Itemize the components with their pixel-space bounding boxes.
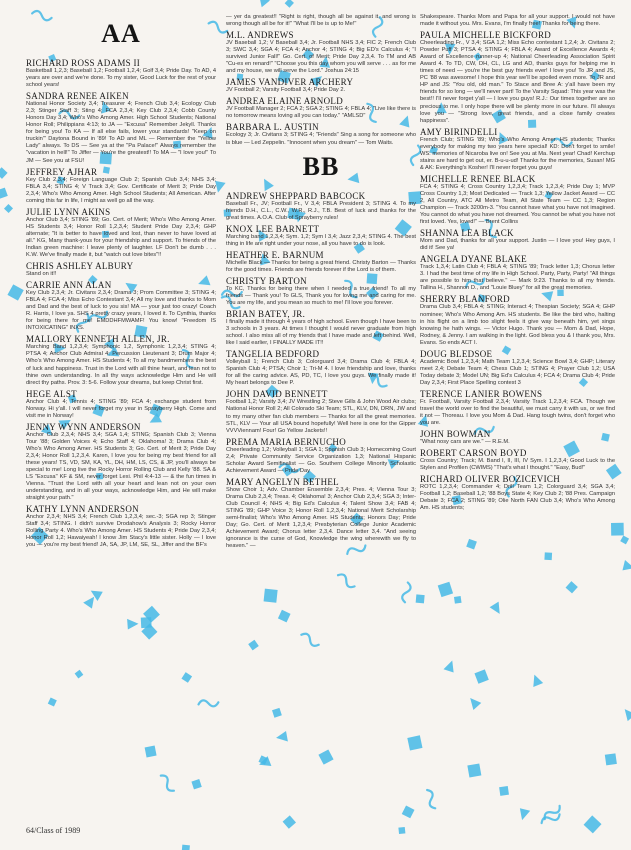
senior-name: SHANNA LEA BLACK [420, 228, 514, 239]
confetti-piece [544, 552, 552, 560]
senior-name: JAMES VANDIVER ARCHERY [226, 77, 354, 88]
confetti-piece [442, 660, 458, 676]
senior-activities: Stand on it!! [26, 271, 57, 278]
confetti-piece [618, 558, 631, 574]
senior-entry [226, 30, 416, 75]
senior-activities: Drama Club 3,4; FBLA 4; STING; Interact 4; Thespian Society; SGA 4; GHP nominee; Who's Who Among Am. HS students. Be like the bird who, halting in his flight on a limb too slight feels it give way beneath him, yet sings knowing he hath wings. — Victor Hugo. Thank you — Mom & Dad, Hope, Rodney, & Jenny. I am walking in the light. God bless you & I thank you, Mrs. Evans. So ends ACT I. [420, 304, 615, 346]
senior-entry [26, 389, 216, 420]
senior-activities: Key Club 2,3,4; Foreign Language Club 2; Spanish Club 3,4; NHS 3,4; FBLA 3,4; STING 4; V Track 3,4; Gov. Certificate of Merit 3; Pride Day 2,3,4; Who's Who Among Amer. High School Students; All American. After coming this far in life, I might as well go all the way. [26, 176, 216, 204]
senior-activities: Mom and Dad, thanks for all your support. Justin — I love you! Hey guys, I did it! See ya! [420, 238, 615, 252]
senior-entry [420, 474, 615, 512]
senior-activities: Academic Bowl 1,2,3,4; Math Team 1,2,3,4; Science Bowl 3,4; GHP; Literary meet 2,4; Debate Team 4; Chess Club 1; STING 4; Prayer Club 1,2; USA Today debate 3; Model UN; Big Ed's Calculus 4; FCA 4; Drama Club 4; Pride Day 2,3,4; First Place Spelling contest 3 [420, 358, 615, 386]
confetti-piece [283, 815, 296, 828]
confetti-piece [424, 789, 439, 810]
page-footer: 64/Class of 1989 [26, 826, 81, 835]
senior-name: JENNY WYNN ANDERSON [26, 421, 141, 432]
confetti-piece [4, 204, 13, 213]
confetti-piece [407, 735, 422, 750]
senior-activities: Football 1,2; Varsity 3,4; JV Wrestling 2; Steve Gills & John Wood Air clubs; National Honor Roll 2; All Colorado Ski Team; STL, KLV, DN, DRN, JW and to my many other fan club members — Thanks for all the great memories. STL, KLV — Your all USA bound hopefully! Well here is one for the Gipper VVVViennam! Four! Go Yellow Jackets!! [226, 399, 416, 434]
confetti-piece [625, 709, 631, 721]
confetti-piece [620, 536, 629, 545]
column-3 [420, 14, 615, 514]
confetti-piece [0, 188, 8, 199]
senior-entry [226, 276, 416, 307]
column-1 [26, 14, 216, 551]
senior-entry [420, 448, 615, 472]
confetti-piece [198, 699, 219, 708]
senior-activities: Cheerleading 1,2; Volleyball 1; SGA 1; Spanish Club 3; Homecoming Court 2,4; Private Community Service Organization 1,3; National Hispanic Scholar Award Semifinalist — Go. Southern College Minority Scholastic Achievement Award — Pride Day [226, 446, 416, 474]
senior-entry [226, 96, 416, 120]
confetti-piece [191, 779, 201, 789]
confetti-piece [7, 284, 23, 300]
senior-name: BRIAN BATEY, JR. [226, 309, 306, 320]
senior-activities: Key Club 2,3,4; Jr. Civitans 2,3,4; Drama 3; Prom Committee 3; STING 4; FBLA 4; FCA 4; Miss Echo Contestant 3,4; All my love and thanks to Mom and Dad and the best of luck to you sis! MA — your just too crazy! Coach R. Harris, I love ya. SHS 4 pretty crazy years, I loved it. To Cynthia, thanks for being there for me! EMDDHFMWAMF! You know! "Freedom IS INTOXICATING" INXS. [26, 290, 216, 332]
confetti-piece [584, 815, 602, 833]
confetti-piece [474, 669, 488, 683]
senior-name: JOHN DAVID BENNETT [226, 389, 328, 400]
senior-name: SANDRA RENEE AIKEN [26, 91, 129, 102]
senior-activities: Baseball Fr., JV; Football Fr., V 3,4; FBLA President 3; STING 4. To my friends D.H., C.L., C.W., W.R., R.J., T.B. Best of luck and thanks for the great times. A.O.A. Club of Sprayberry rules! [226, 200, 416, 221]
senior-entry [26, 58, 216, 89]
senior-entry [420, 228, 615, 252]
confetti-piece [182, 845, 190, 850]
confetti-piece [82, 597, 96, 611]
senior-activities: JV Football Manager 2; FCA 2; SGA 2; STING 4; FBLA 4; "Live like there is no tomorrow means loving all you can today." "AMLSD" [226, 106, 416, 120]
senior-activities: JV Football 2; Varsity Football 3,4; Pride Day 2. [226, 87, 346, 94]
senior-activities: JV Baseball 1,2; V Baseball 3,4; Jr. Football NHS 3,4; FIC 2; French Club 3; SWC 3,4; SGA 4; FCA 4; Anchor 4; STING 4; Big ED's Calculus 4; "I survived Junior Fall!" Go. Cert. of Merit; Pride Day 2,3,4. To TM and AB "Cu-es en renard!" "Choose you this day whom you will serve . . . as for me and my house, we will serve the Lord." Joshua 24:15 [226, 40, 416, 75]
confetti-piece [300, 632, 321, 648]
senior-entry [226, 437, 416, 475]
senior-name: M.L. ANDREWS [226, 30, 294, 41]
senior-activities: Marching band 1,2,3,4; Sym. 1,2; Sym I 3,4; Jazz 2,3,4; STING 4. The best thing in life are right under your nose, all you have to do is look. [226, 233, 416, 247]
entries-column-3 [420, 14, 615, 512]
senior-entry [226, 14, 416, 28]
confetti-piece [416, 594, 425, 603]
confetti-piece [466, 539, 477, 550]
senior-activities: French Club; STING '89; Who's Who Among Amer. HS students; Thanks everybody for making my two years here special! KD: Don't forget to smile! WS: memories of Nicaroba live on! See you at Ma. Next year! Chad! Kerchup stains are hard to get out, er. B-u-u-ud! Thanks for the memories, Susan! MG & AK: Everything's Kosher! I'll never forget you guys! [420, 136, 615, 171]
senior-name: DOUG BLEDSOE [420, 348, 493, 359]
confetti-piece [516, 804, 532, 820]
confetti-piece [181, 672, 192, 683]
senior-activities: Fr. Football, Varsity Football 2,3,4; Varsity Track 1,2,3,4; FCA. Though we travel the world over to find the beautiful, we must carry it with us, or we find it not — Thoreau. I love you Mom & Dad. Hang tough twins, don't forget who you are. [420, 398, 615, 427]
senior-activities: Cross Country; Track; M. Band I, II, III, IV Sym. I 1,2,3,4; Good Luck to the Stylen and Profilen (CWIMS) "That's what I thought." "Easy, Bud!" [420, 458, 615, 472]
senior-activities: Michelle Black — Thanks for being a great friend. Christy Barton — Thanks for the good times. Friends are friends forever if the Lord is of them. [226, 259, 416, 273]
confetti-piece [566, 581, 578, 593]
senior-name: ANDREW SHEPPARD BABCOCK [226, 190, 366, 201]
confetti-piece [48, 697, 57, 706]
senior-name: JOHN BOWMAN [420, 429, 491, 440]
senior-entry [420, 254, 615, 292]
senior-entry [420, 429, 615, 446]
senior-activities: Volleyball 1; French Club 3; Colorguard 3,4; Drama Club 4; FBLA 4; Spanish Club 4; PTSA; Choir 1; Tri-M 4. I love friendship and love, thanks for all the caring advice. AS, PD, TC, I love you guys. We finally made it! My heart belongs to Dee P. [226, 359, 416, 387]
senior-activities: — yer da greatest!! "Right is right, though all be against it, and wrong is wrong though all be for it!" "What I'll be is up to Me!" [226, 14, 416, 28]
senior-name: RICHARD OLIVER BOZICEVICH [420, 474, 560, 485]
senior-name: MICHELLE RENEE BLACK [420, 173, 536, 184]
senior-name: HEATHER E. BARNUM [226, 249, 324, 260]
confetti-piece [276, 728, 292, 744]
confetti-piece [285, 0, 294, 8]
senior-entry [420, 30, 615, 125]
senior-activities: I finally made it through 4 years of high school. Even though I have been to 3 schools in 3 years. At times I thought I would never graduate from high school. I also miss all of my friends that I have made and left behind. Well, like I said earlier, I FINALLY MADE IT!! [226, 319, 416, 347]
senior-activities: "What nosy cars are we." — R.E.M. [420, 439, 510, 446]
confetti-piece [145, 746, 157, 758]
senior-name: BARBARA L. AUSTIN [226, 122, 319, 133]
senior-name: ROBERT CARSON BOYD [420, 448, 527, 459]
senior-name: CHRIS ASHLEY ALBURY [26, 261, 134, 272]
column-2 [226, 14, 416, 552]
senior-entry [26, 422, 216, 502]
confetti-piece [264, 589, 278, 603]
senior-name: CHRISTY BARTON [226, 275, 307, 286]
senior-activities: Ecology 3; Jr. Civitans 3; STING 4; "Friends" Sing a song for someone who is blue — Led Zeppelin. "Innocent when you dream" — Tom Waits. [226, 132, 416, 146]
confetti-piece [122, 617, 138, 633]
confetti-piece [454, 596, 462, 604]
confetti-piece [259, 0, 270, 7]
confetti-piece [467, 763, 481, 777]
senior-name: CARRIE ANN ALAN [26, 280, 112, 291]
confetti-piece [438, 582, 453, 597]
senior-name: HEGE ALST [26, 388, 77, 399]
senior-name: TANGELIA BEDFORD [226, 349, 320, 360]
senior-activities: Anchor 2,3,4; NHS 3,4; French Club 1,2,3,4; sec.-3; SGA rep 3; Stinger Staff 3,4; STING. I didn't survive Drodahow's Analysis 3; Rocky Horror Rolling Party 4. Who's Who Among Amer. HS Students 4; Pride Day 2,3,4; Honor Roll 1,2; Hawaiyeah! I know Jim Stacy's little sister. Holly — I love you — you're my best friend! JA, SA, JP, LM, SE, SL, Jiffer and the BF's [26, 514, 216, 549]
senior-entry [226, 349, 416, 387]
section-heading-aa: AA [101, 19, 141, 48]
entries-column-2-top [226, 14, 416, 147]
confetti-piece [336, 572, 356, 589]
senior-activities: Show Choir 1; Adv. Chamber Ensemble 2,3,4; Pres. 4; Vienna Tour 3; Drama Club 2,3,4; Treas. 4; Oklahoma! 3; Anchor Club 2,3,4; SGA 3; Inter-Club Council 4; NHS 4; Big Ed's Calculus 4; Talent Show 3,4; FAB 4; STING '89; GHP Voice 3; Honor Roll 1,2,3,4; National Merit Scholarship semi-finalist; Who's Who Among Amer. HS Students; Honors Day; Pride Day; Go. Cert. of Merit 1,2,3,4; Presbyterian College Junior Academic Achievement Award; Chorus letter 2,3,4. Dance letter 3,4. "And seeing ignorance is the curse of God, Knowledge the wing wherewith we fly to heaven." — [226, 486, 416, 550]
senior-name: ANDREA ELAINE ARNOLD [226, 96, 343, 107]
senior-name: PREMA MARIA BERNUCHO [226, 436, 347, 447]
senior-activities: Anchor Club 4; Tennis 4; STING '89; FCA 4; exchange student from Norway. Hi y'all. I will never forget my year in Sprayberry High. Come and visit me in Norway! [26, 398, 216, 419]
entries-column-2-bottom [226, 191, 416, 551]
senior-name: ANGELA DYANE BLAKE [420, 254, 527, 265]
senior-entry [26, 207, 216, 259]
senior-name: KNOX LEE BARNETT [226, 223, 320, 234]
confetti-piece [499, 786, 509, 796]
senior-name: RICHARD ROSS ADAMS II [26, 58, 141, 68]
senior-name: MARY ANGELYN BETHEL [226, 476, 339, 487]
senior-name: SHERRY BLANFORD [420, 294, 510, 305]
confetti-piece [398, 827, 405, 834]
senior-activities: Marching Band 1,2,3,4; Symphonic 1,2, Symphonic 1,2,3,4; STING 4; PTSA 4; Anchor Club Admiral 4; Percussion Lieutenant 3; Drum Major 4; Who's Who Among Amer. HS Students 4; To all my bandmembers the best of luck and happiness. Trust in the Lord with all thine heart, and lean not to thine own understanding. In all thy ways acknowledge Him and He will direct thy paths. Prov. 3: 5-6. Follow your dreams, but keep Christ first. [26, 344, 216, 386]
senior-entry [26, 334, 216, 386]
senior-entry [26, 167, 216, 205]
senior-entry [226, 389, 416, 434]
senior-name: JULIE LYNN AKINS [26, 206, 111, 217]
senior-entry [226, 77, 416, 94]
confetti-piece [540, 811, 561, 826]
senior-entry [226, 224, 416, 248]
senior-entry [26, 280, 216, 332]
senior-activities: FCA 4; STING 4; Cross Country 1,2,3,4; Track 1,2,3,4; Pride Day 1; MVP Cross Country 1,3; Most Dedicated — Track 1,3; Yellow Jacket Award — CC 2, All Country, ATC All Metro Team, All State Team — CC 1,3; Region Champion — Track 3200m-3. "You cannot have what you have not imagined. You cannot do what you have not dreamed. You cannot be what you have not first loved. Yes, loved!" — Brent Collins [420, 183, 615, 226]
senior-entry [226, 250, 416, 274]
confetti-piece [605, 753, 617, 765]
confetti-piece [272, 708, 282, 718]
senior-entry [420, 127, 615, 172]
confetti-piece [530, 675, 544, 690]
senior-entry [420, 389, 615, 427]
senior-entry [226, 477, 416, 550]
confetti-piece [402, 582, 412, 603]
senior-name: TERENCE LANIER BOWENS [420, 388, 543, 399]
entries-column-1 [26, 58, 216, 549]
senior-name: KATHY LYNN ANDERSON [26, 504, 139, 515]
senior-entry [420, 14, 615, 28]
senior-entry [420, 174, 615, 226]
confetti-piece [402, 806, 415, 819]
senior-activities: Anchor Club 2,3,4; NHS 3,4; SGA 1,4; STING; Spanish Club 3; Vienna Tour '88; Golden Voices 4; Echo Staff 4; Oklahoma! 3; Drama Club 4; Who's Who Among Amer. HS Students 3; Go. Cert. of Merit 3; Pride Day 2,3,4; Honor Roll 1,2,3,4. Karen, I love you for being my best friend for all these years! TS, VD, SM, KA, YL, DH, HM, LS, CS, & JP, you'll always be special to me! Long live the Rocky Horror Rolling Club and Kelly '88. SA & LS "Excusa" KF & SM, never forget Lexi. Phil 4:4-13 — & the fun times in Vienna. "Trust the Lord with all your heart and lean not on your own understanding, and in all your ways, acknowledge Him, and He will make straight your path." [26, 431, 216, 502]
senior-entry [26, 261, 216, 278]
senior-name: AMY BIRINDELLI [420, 126, 498, 137]
senior-entry [226, 309, 416, 347]
senior-activities: Cheerleading Fr., V 3,4; SGA 1,2; Miss Echo contestant 1,2,4; Jr. Civitans 2; Powder Puff 3; PTSA 4; STING 4; FBLA 4; Award of Excellence Awards 4; Award of Excellence runner-up 4; National Cheerleading Association Spirit Award 4. To TD, CW, DH, CL, LG and AD, thanks guys for helping me in times of need — you're the best guy friends ever! I love you! To JR and JS, PC '88 was awesome! I hope this year we'll be spoiled even more. To JR and HP and JS: "You old, old man." To Stace and Bree A: y'all have been my friends for so long — we'll never part! To the Varsity Squad: This year was the best!! I'll never forget y'all — I love you guys! R.J.: Our times together are so precious to me. I only hope there will be plenty more in our future. I'll always love you — "Strong love, great friends, and a close family creates happiness". [420, 40, 615, 124]
senior-name: JEFFREY AJHAR [26, 166, 98, 177]
confetti-piece [318, 750, 333, 765]
senior-activities: To KC, Thanks for being there when I needed a true friend! To all my friends — Thank you! To GLS, Thank you for loving me and caring for me. You are my life, and you mean so much to me! I'll love you forever. [226, 285, 416, 306]
confetti-piece [489, 600, 502, 614]
senior-activities: Shakespeare. Thanks Mom and Papa for all your support. I would not have made it without you. Mrs. Evans, I'm finally free! Thanks for being there. [420, 14, 615, 28]
senior-activities: ROTC 1,2,3,4; Commander 4; Drill Team 1,2; Colorguard 3,4; SGA 3,4; Football 1,2; Baseball 1,2; '88 Boys State 4; Key Club 2; '88 Pres. Campaign Debate 3; FCA 2; STING '89; Olie North FAN Club 3,4; Who's Who Among Am. HS students; [420, 484, 615, 512]
senior-entry [420, 349, 615, 387]
senior-entry [420, 294, 615, 346]
senior-entry [226, 191, 416, 222]
senior-entry [26, 504, 216, 549]
senior-name: MALLORY KENNETH ALLEN, JR. [26, 334, 170, 345]
section-heading-bb: BB [302, 151, 340, 181]
senior-activities: Track 1,3,4; Latin Club 4; FBLA 4; STING '89; Track letter 1,3; Chorus letter 3. I had the best time of my life in High School. Party, Party, Party! "All things are possible to him that believe." — Mark 9:23. Thanks to all my friends. Tallina H., Shannon D., and "Louie Bluey" for all the great memories. [420, 264, 615, 292]
confetti-piece [248, 640, 259, 651]
confetti-piece [611, 523, 624, 536]
senior-entry [26, 91, 216, 164]
senior-activities: Basketball 1,2,3; Baseball 1,2; Football 1,2,4; Golf 3,4; Pride Day. To AD, 4 years are over and we're done. To my sister, Good Luck for the rest of your school years! [26, 68, 216, 89]
confetti-piece [470, 698, 481, 710]
confetti-piece [278, 610, 291, 623]
senior-entry [226, 122, 416, 146]
senior-activities: National Honor Society 3,4; Treasurer 4; French Club 3,4; Ecology Club 2,3; Stinger Staff 3; Sting 4; FCA 2,3,4; Key Club 2,3,4; Cobb County Honors Day 3,4; Who's Who Among Amer. High School Students; National Honor Roll; Philippians 4:13; to JA — "Excusa" Remember Jekyll. Thanks for being you! To KA — If all else fails, lower your standards! "Keep on truckin'" Daytona Bound in '89! To AD and ML — Remember the "Yellow Lady" always. To DS — See ya at the "Pa Palace!" Always remember the "vacation in hell!" To Jiffer — You're the greatest!! To MA — "I love you!" To JM — See you at FSU! [26, 101, 216, 164]
senior-activities: Anchor Club 3,4; STING '89; Go. Cert. of Merit; Who's Who Among Amer. HS Students 3,4; Honor Roll 1,2,3,4; Student Pride Day 2,3,4; GHP alternate; "It is better to have loved and lost, than never to have loved at all." KG, Many thank-yous for your friendship and support. To friends of the Indian green machine: I leave plenty of laughter. LF Don't be dumb . . . K.W. We've finally made it, but "watch out love bites"!! [26, 216, 216, 258]
senior-name: PAULA MICHELLE BICKFORD [420, 30, 552, 41]
confetti-piece [75, 670, 84, 679]
confetti-piece [0, 167, 8, 179]
confetti-piece [158, 773, 176, 793]
